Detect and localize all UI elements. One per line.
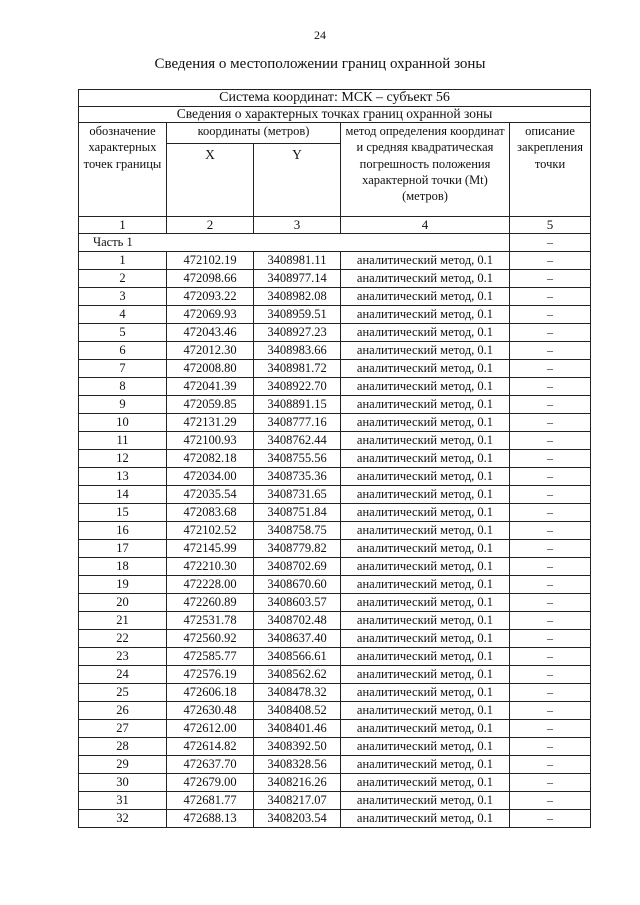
method-text: аналитический метод, 0.1 <box>341 648 510 666</box>
coordinate-x: 472098.66 <box>167 270 254 288</box>
header-designation: обозначение характерных точек границы <box>79 123 167 217</box>
method-text: аналитический метод, 0.1 <box>341 738 510 756</box>
point-number: 21 <box>79 612 167 630</box>
point-description: – <box>510 684 591 702</box>
point-description: – <box>510 450 591 468</box>
coordinate-x: 472102.19 <box>167 252 254 270</box>
table-row <box>79 540 591 558</box>
coordinate-y: 3408702.69 <box>254 558 341 576</box>
table-row <box>79 702 591 720</box>
point-description: – <box>510 432 591 450</box>
coordinate-x: 472681.77 <box>167 792 254 810</box>
point-description: – <box>510 738 591 756</box>
point-number: 17 <box>79 540 167 558</box>
point-number: 12 <box>79 450 167 468</box>
coordinate-y: 3408982.08 <box>254 288 341 306</box>
coordinate-y: 3408959.51 <box>254 306 341 324</box>
table-row <box>79 306 591 324</box>
table-row <box>79 324 591 342</box>
coordinate-y: 3408217.07 <box>254 792 341 810</box>
coordinate-y: 3408777.16 <box>254 414 341 432</box>
coordinate-x: 472093.22 <box>167 288 254 306</box>
point-number: 28 <box>79 738 167 756</box>
section-row <box>79 107 591 123</box>
table-row <box>79 810 591 828</box>
point-description: – <box>510 558 591 576</box>
point-number: 7 <box>79 360 167 378</box>
coordinate-x: 472145.99 <box>167 540 254 558</box>
point-description: – <box>510 486 591 504</box>
column-number: 5 <box>510 217 591 234</box>
method-text: аналитический метод, 0.1 <box>341 396 510 414</box>
method-text: аналитический метод, 0.1 <box>341 540 510 558</box>
table-row <box>79 378 591 396</box>
method-text: аналитический метод, 0.1 <box>341 720 510 738</box>
point-description: – <box>510 306 591 324</box>
point-description: – <box>510 540 591 558</box>
table-row <box>79 522 591 540</box>
table-row <box>79 558 591 576</box>
point-description: – <box>510 612 591 630</box>
coordinate-x: 472679.00 <box>167 774 254 792</box>
section-label: Сведения о характерных точках границ охранной зоны <box>79 107 591 123</box>
header-x: X <box>167 144 254 217</box>
method-text: аналитический метод, 0.1 <box>341 630 510 648</box>
coordinate-y: 3408755.56 <box>254 450 341 468</box>
table-row <box>79 594 591 612</box>
table-row <box>79 738 591 756</box>
point-number: 2 <box>79 270 167 288</box>
table-row <box>79 576 591 594</box>
table-row <box>79 396 591 414</box>
coordinate-x: 472637.70 <box>167 756 254 774</box>
table-row <box>79 342 591 360</box>
point-description: – <box>510 252 591 270</box>
coordinate-x: 472560.92 <box>167 630 254 648</box>
method-text: аналитический метод, 0.1 <box>341 792 510 810</box>
coordinate-y: 3408401.46 <box>254 720 341 738</box>
point-description: – <box>510 702 591 720</box>
method-text: аналитический метод, 0.1 <box>341 666 510 684</box>
coordinate-system-row <box>79 90 591 107</box>
method-text: аналитический метод, 0.1 <box>341 774 510 792</box>
coordinate-x: 472069.93 <box>167 306 254 324</box>
method-text: аналитический метод, 0.1 <box>341 504 510 522</box>
method-text: аналитический метод, 0.1 <box>341 414 510 432</box>
point-description: – <box>510 288 591 306</box>
coordinate-y: 3408408.52 <box>254 702 341 720</box>
header-method: метод определения координат и средняя квадратическая погрешность положения характерной точки (Mt) (метров) <box>341 123 510 217</box>
method-text: аналитический метод, 0.1 <box>341 450 510 468</box>
table-row <box>79 450 591 468</box>
page-number: 24 <box>314 28 326 42</box>
point-number: 1 <box>79 252 167 270</box>
coordinate-x: 472585.77 <box>167 648 254 666</box>
coordinate-x: 472688.13 <box>167 810 254 828</box>
point-number: 5 <box>79 324 167 342</box>
column-number: 4 <box>341 217 510 234</box>
coordinate-y: 3408478.32 <box>254 684 341 702</box>
coordinate-y: 3408702.48 <box>254 612 341 630</box>
method-text: аналитический метод, 0.1 <box>341 270 510 288</box>
part-description: – <box>510 234 591 252</box>
method-text: аналитический метод, 0.1 <box>341 558 510 576</box>
table-row <box>79 414 591 432</box>
point-number: 24 <box>79 666 167 684</box>
point-description: – <box>510 630 591 648</box>
table-row <box>79 432 591 450</box>
coordinate-x: 472228.00 <box>167 576 254 594</box>
column-number: 2 <box>167 217 254 234</box>
method-text: аналитический метод, 0.1 <box>341 756 510 774</box>
document-title: Сведения о местоположении границ охранной зоны <box>154 56 486 72</box>
point-number: 13 <box>79 468 167 486</box>
coordinate-y: 3408735.36 <box>254 468 341 486</box>
table-row <box>79 630 591 648</box>
coordinate-x: 472606.18 <box>167 684 254 702</box>
method-text: аналитический метод, 0.1 <box>341 342 510 360</box>
header-description: описание закрепления точки <box>510 123 591 217</box>
boundary-points-table <box>78 89 591 828</box>
coordinate-x: 472260.89 <box>167 594 254 612</box>
point-description: – <box>510 414 591 432</box>
coordinate-y: 3408566.61 <box>254 648 341 666</box>
method-text: аналитический метод, 0.1 <box>341 468 510 486</box>
point-number: 8 <box>79 378 167 396</box>
column-number: 3 <box>254 217 341 234</box>
coordinate-y: 3408328.56 <box>254 756 341 774</box>
coordinate-system-label: Система координат: МСК – субъект 56 <box>79 90 591 107</box>
method-text: аналитический метод, 0.1 <box>341 576 510 594</box>
coordinate-y: 3408927.23 <box>254 324 341 342</box>
coordinate-x: 472035.54 <box>167 486 254 504</box>
point-number: 11 <box>79 432 167 450</box>
coordinate-x: 472576.19 <box>167 666 254 684</box>
point-number: 18 <box>79 558 167 576</box>
point-description: – <box>510 504 591 522</box>
coordinate-y: 3408603.57 <box>254 594 341 612</box>
method-text: аналитический метод, 0.1 <box>341 252 510 270</box>
coordinate-x: 472612.00 <box>167 720 254 738</box>
coordinate-x: 472012.30 <box>167 342 254 360</box>
coordinate-y: 3408731.65 <box>254 486 341 504</box>
coordinate-x: 472041.39 <box>167 378 254 396</box>
point-number: 6 <box>79 342 167 360</box>
method-text: аналитический метод, 0.1 <box>341 360 510 378</box>
table-row <box>79 648 591 666</box>
point-number: 16 <box>79 522 167 540</box>
table-row <box>79 756 591 774</box>
coordinate-y: 3408751.84 <box>254 504 341 522</box>
table-row <box>79 486 591 504</box>
coordinate-x: 472082.18 <box>167 450 254 468</box>
table-row <box>79 684 591 702</box>
method-text: аналитический метод, 0.1 <box>341 594 510 612</box>
coordinate-x: 472531.78 <box>167 612 254 630</box>
coordinate-y: 3408779.82 <box>254 540 341 558</box>
coordinate-x: 472100.93 <box>167 432 254 450</box>
point-number: 10 <box>79 414 167 432</box>
point-number: 22 <box>79 630 167 648</box>
coordinate-x: 472131.29 <box>167 414 254 432</box>
coordinate-x: 472210.30 <box>167 558 254 576</box>
coordinate-y: 3408203.54 <box>254 810 341 828</box>
coordinate-y: 3408891.15 <box>254 396 341 414</box>
point-description: – <box>510 270 591 288</box>
table-row <box>79 270 591 288</box>
method-text: аналитический метод, 0.1 <box>341 702 510 720</box>
point-description: – <box>510 756 591 774</box>
table-row <box>79 504 591 522</box>
header-coordinates: координаты (метров) <box>167 123 341 144</box>
method-text: аналитический метод, 0.1 <box>341 288 510 306</box>
point-description: – <box>510 810 591 828</box>
point-number: 19 <box>79 576 167 594</box>
point-number: 26 <box>79 702 167 720</box>
method-text: аналитический метод, 0.1 <box>341 432 510 450</box>
point-description: – <box>510 576 591 594</box>
point-description: – <box>510 468 591 486</box>
point-number: 27 <box>79 720 167 738</box>
point-description: – <box>510 720 591 738</box>
point-number: 30 <box>79 774 167 792</box>
coordinate-y: 3408637.40 <box>254 630 341 648</box>
table-body <box>79 252 591 828</box>
point-description: – <box>510 396 591 414</box>
coordinate-y: 3408758.75 <box>254 522 341 540</box>
coordinate-x: 472630.48 <box>167 702 254 720</box>
method-text: аналитический метод, 0.1 <box>341 612 510 630</box>
point-number: 15 <box>79 504 167 522</box>
table-row <box>79 666 591 684</box>
table-row <box>79 252 591 270</box>
method-text: аналитический метод, 0.1 <box>341 684 510 702</box>
point-description: – <box>510 360 591 378</box>
coordinate-x: 472614.82 <box>167 738 254 756</box>
coordinate-x: 472043.46 <box>167 324 254 342</box>
point-description: – <box>510 774 591 792</box>
method-text: аналитический метод, 0.1 <box>341 324 510 342</box>
point-description: – <box>510 594 591 612</box>
table-row <box>79 468 591 486</box>
coordinate-y: 3408392.50 <box>254 738 341 756</box>
coordinate-y: 3408562.62 <box>254 666 341 684</box>
point-number: 14 <box>79 486 167 504</box>
header-row <box>79 123 591 144</box>
coordinate-x: 472083.68 <box>167 504 254 522</box>
table-row <box>79 774 591 792</box>
point-number: 20 <box>79 594 167 612</box>
coordinate-y: 3408922.70 <box>254 378 341 396</box>
part-row <box>79 234 591 252</box>
point-number: 25 <box>79 684 167 702</box>
point-number: 29 <box>79 756 167 774</box>
coordinate-y: 3408983.66 <box>254 342 341 360</box>
point-description: – <box>510 324 591 342</box>
point-number: 23 <box>79 648 167 666</box>
coordinate-x: 472008.80 <box>167 360 254 378</box>
method-text: аналитический метод, 0.1 <box>341 378 510 396</box>
coordinate-y: 3408762.44 <box>254 432 341 450</box>
table-row <box>79 720 591 738</box>
column-number-row <box>79 217 591 234</box>
table-row <box>79 288 591 306</box>
header-y: Y <box>254 144 341 217</box>
method-text: аналитический метод, 0.1 <box>341 522 510 540</box>
point-description: – <box>510 342 591 360</box>
coordinate-x: 472034.00 <box>167 468 254 486</box>
table-row <box>79 792 591 810</box>
point-description: – <box>510 648 591 666</box>
table-row <box>79 612 591 630</box>
point-description: – <box>510 522 591 540</box>
point-number: 3 <box>79 288 167 306</box>
point-number: 4 <box>79 306 167 324</box>
point-description: – <box>510 666 591 684</box>
point-description: – <box>510 378 591 396</box>
part-label: Часть 1 <box>79 234 510 252</box>
coordinate-x: 472059.85 <box>167 396 254 414</box>
coordinate-x: 472102.52 <box>167 522 254 540</box>
table-row <box>79 360 591 378</box>
point-number: 32 <box>79 810 167 828</box>
coordinate-y: 3408216.26 <box>254 774 341 792</box>
method-text: аналитический метод, 0.1 <box>341 810 510 828</box>
coordinate-y: 3408670.60 <box>254 576 341 594</box>
coordinate-y: 3408977.14 <box>254 270 341 288</box>
point-description: – <box>510 792 591 810</box>
column-number: 1 <box>79 217 167 234</box>
coordinate-y: 3408981.72 <box>254 360 341 378</box>
point-number: 31 <box>79 792 167 810</box>
point-number: 9 <box>79 396 167 414</box>
method-text: аналитический метод, 0.1 <box>341 486 510 504</box>
coordinate-y: 3408981.11 <box>254 252 341 270</box>
method-text: аналитический метод, 0.1 <box>341 306 510 324</box>
